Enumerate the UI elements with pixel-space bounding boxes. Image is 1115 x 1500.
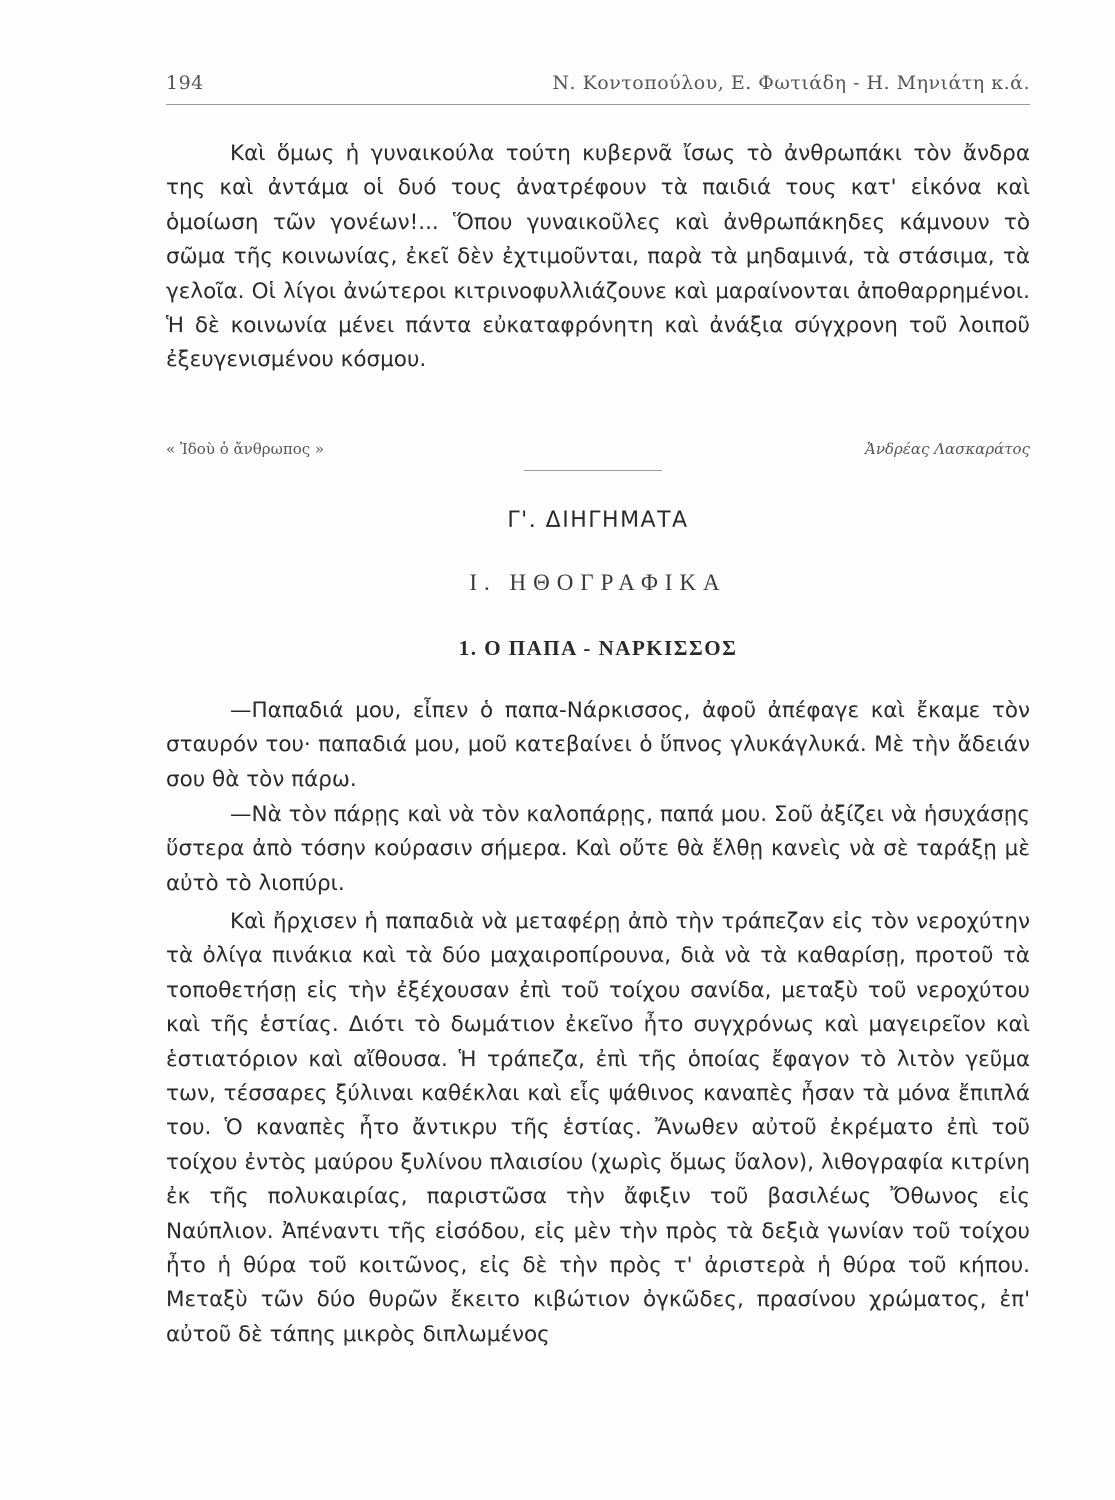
story-paragraph-text: Καὶ ἤρχισεν ἡ παπαδιὰ νὰ μεταφέρῃ ἀπὸ τὴν τράπεζαν εἰς τὸν νεροχύτην τὰ ὀλίγα πινάκια καὶ τὰ δύο μαχαιροπίρουνα, διὰ νὰ τὰ καθαρίσῃ, προτοῦ τὰ τοποθετήσῃ εἰς τὴν ἐξέχουσαν ἐπὶ τοῦ τοίχου σανίδα, μεταξὺ τοῦ νεροχύτου καὶ τῆς ἑστίας. Διότι τὸ δωμάτιον ἐκεῖνο ἦτο συγχρόνως καὶ μαγειρεῖον καὶ ἑστιατόριον καὶ αἴθουσα. Ἡ τράπεζα, ἐπὶ τῆς ὁποίας ἔφαγον τὸ λιτὸν γεῦμα των, τέσσαρες ξύλιναι καθέκλαι καὶ εἷς ψάθινος καναπὲς ἦσαν τὰ μόνα ἔπιπλά του. Ὁ καναπὲς ἦτο ἄντικρυ τῆς ἑστίας. Ἄνωθεν αὐτοῦ ἐκρέματο ἐπὶ τοῦ τοίχου ἐντὸς μαύρου ξυλίνου πλαισίου (χωρὶς ὅμως ὕαλον), λιθογραφία κιτρίνη ἐκ τῆς πολυκαιρίας, παριστῶσα τὴν ἄφιξιν τοῦ βασιλέως Ὄθωνος εἰς Ναύπλιον. Ἀπέναντι τῆς εἰσόδου, εἰς μὲν τὴν πρὸς τὰ δεξιὰ γωνίαν τοῦ τοίχου ἦτο ἡ θύρα τοῦ κοιτῶνος, εἰς δὲ τὴν πρὸς τ' ἀριστερὰ ἡ θύρα τοῦ κήπου. Μεταξὺ τῶν δύο θυρῶν ἔκειτο κιβώτιον ὀγκῶδες, πρασίνου χρώματος, ἐπ' αὐτοῦ δὲ τάπης μικρὸς διπλωμένος — [166, 909, 1030, 1347]
story-paragraph-text: —Νὰ τὸν πάρῃς καὶ νὰ τὸν καλοπάρῃς, παπά μου. Σοῦ ἀξίζει νὰ ἡσυχάσῃς ὕστερα ἀπὸ τόσην κούρασιν σήμερα. Καὶ οὔτε θὰ ἔλθῃ κανεὶς νὰ σὲ ταράξῃ μὲ αὐτὸ τὸ λιοπύρι. — [166, 802, 1030, 896]
excerpt-text: Καὶ ὅμως ἡ γυναικούλα τούτη κυβερνᾶ ἴσως τὸ ἀνθρωπάκι τὸν ἄνδρα της καὶ ἀντάμα οἱ δυό τους ἀνατρέφουν τὰ παιδιά τους κατ' εἰκόνα καὶ ὁμοίωση τῶν γονέων!... Ὅπου γυναικοῦλες καὶ ἀνθρωπάκηδες κάμνουν τὸ σῶμα τῆς κοινωνίας, ἐκεῖ δὲν ἐχτιμοῦνται, παρὰ τὰ μηδαμινά, τὰ στάσιμα, τὰ γελοῖα. Οἱ λίγοι ἀνώτεροι κιτρινοφυλλιάζουνε καὶ μαραίνονται ἀποθαρρημένοι. Ἡ δὲ κοινωνία μένει πάντα εὐκαταφρόνητη καὶ ἀνάξια σύγχρονη τοῦ λοιποῦ ἐξευγενισμένου κόσμου. — [166, 141, 1030, 373]
excerpt-author: Ἀνδρέας Λασκαράτος — [865, 440, 1030, 458]
section-divider — [524, 470, 662, 471]
story-paragraph — [166, 694, 1030, 797]
section-title: Γ'. ΔΙΗΓΗΜΑΤΑ — [507, 508, 689, 533]
page-number: 194 — [166, 72, 204, 94]
story-title: 1. Ο ΠΑΠΑ - ΝΑΡΚΙΣΣΟΣ — [458, 636, 738, 660]
excerpt-paragraph — [166, 137, 1030, 378]
running-head-authors: Ν. Κοντοπούλου, Ε. Φωτιάδη - Η. Μηνιάτη κ.ά. — [552, 72, 1030, 94]
story-paragraph — [166, 798, 1030, 901]
excerpt-source: « Ἰδοὺ ὁ ἄνθρωπος » — [166, 440, 325, 458]
running-head — [166, 72, 1030, 106]
header-rule — [166, 104, 1030, 105]
story-paragraph-text: —Παπαδιά μου, εἶπεν ὁ παπα-Νάρκισσος, ἀφοῦ ἀπέφαγε καὶ ἔκαμε τὸν σταυρόν του· παπαδιά μου, μοῦ κατεβαίνει ὁ ὕπνος γλυκάγλυκά. Μὲ τὴν ἄδειάν σου θὰ τὸν πάρω. — [166, 698, 1030, 792]
subsection-title: Ι. ΗΘΟΓΡΑΦΙΚΑ — [469, 570, 727, 595]
excerpt-attribution — [166, 440, 1030, 468]
story-paragraph — [166, 905, 1030, 1352]
